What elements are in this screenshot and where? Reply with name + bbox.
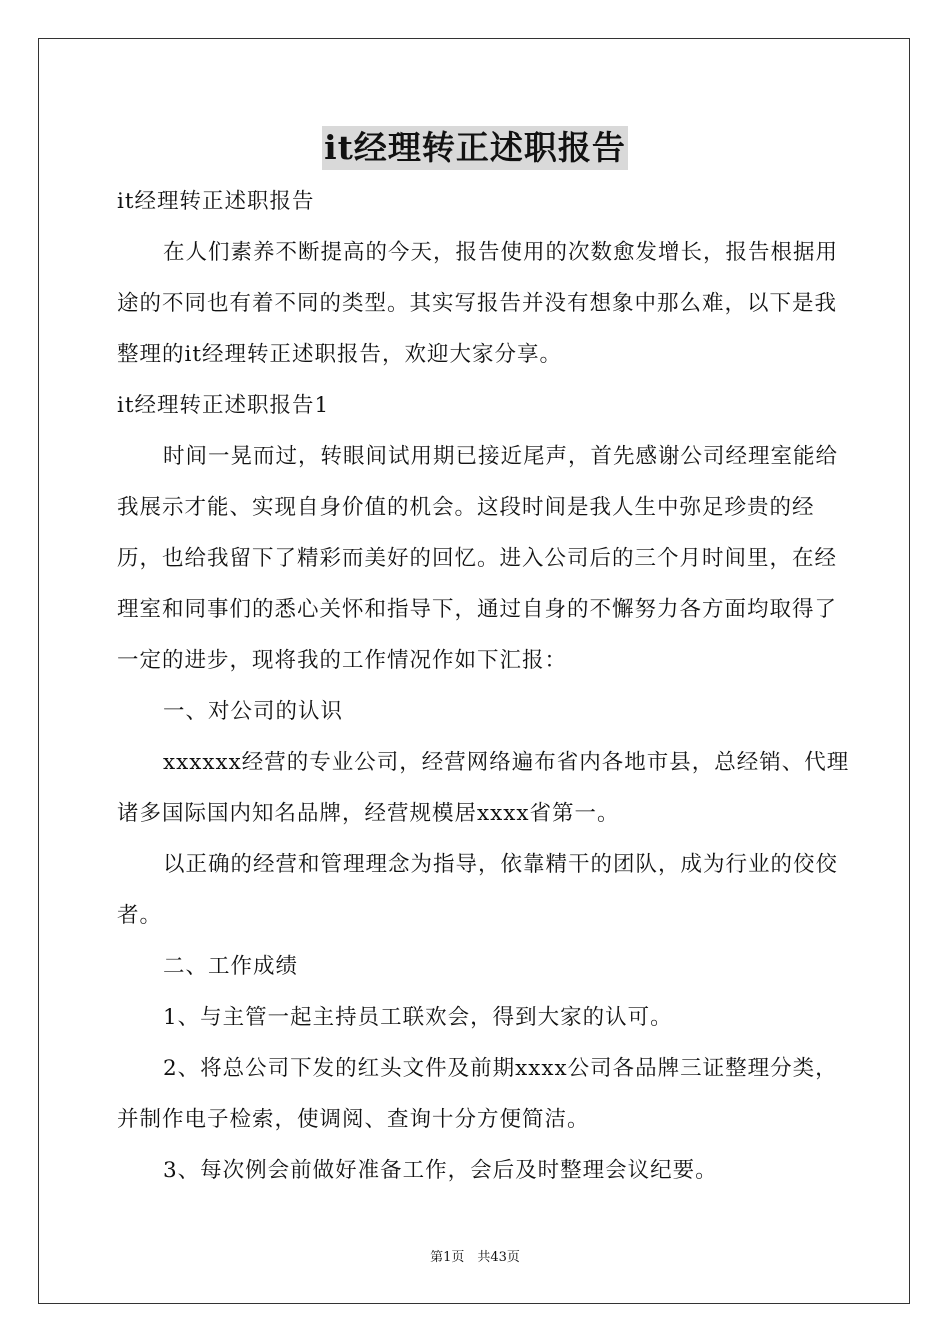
- list-item: 1、与主管一起主持员工联欢会，得到大家的认可。: [163, 1005, 673, 1030]
- document-title: it经理转正述职报告: [322, 126, 628, 170]
- body-paragraph: 时间一晃而过，转眼间试用期已接近尾声，首先感谢公司经理室能给我展示才能、实现自身价值的机会。这段时间是我人生中弥足珍贵的经历，也给我留下了精彩而美好的回忆。进入公司后的三个月时间里，在经理室和同事们的悉心关怀和指导下，通过自身的不懈努力各方面均取得了一定的进步，现将我的工作情况作如下汇报：: [117, 444, 839, 673]
- page-number: 第1页 共43页: [430, 1250, 520, 1265]
- section-heading: 一、对公司的认识: [163, 699, 344, 724]
- body-paragraph: xxxxxx经营的专业公司，经营网络遍布省内各地市县，总经销、代理诸多国际国内知名品牌，经营规模居xxxx省第一。: [117, 750, 850, 826]
- title-container: [0, 126, 950, 170]
- list-item: 3、每次例会前做好准备工作，会后及时整理会议纪要。: [163, 1158, 718, 1183]
- body-paragraph: 以正确的经营和管理理念为指导，依靠精干的团队，成为行业的佼佼者。: [117, 852, 839, 928]
- intro-paragraph: 在人们素养不断提高的今天，报告使用的次数愈发增长，报告根据用途的不同也有着不同的类型。其实写报告并没有想象中那么难，以下是我整理的it经理转正述职报告，欢迎大家分享。: [117, 240, 839, 367]
- page-footer: [0, 1246, 950, 1265]
- section-heading: 二、工作成绩: [163, 954, 299, 979]
- list-item: 2、将总公司下发的红头文件及前期xxxx公司各品牌三证整理分类，并制作电子检索，使调阅、查询十分方便简洁。: [117, 1056, 838, 1132]
- document-body: [117, 176, 857, 1196]
- section-heading-report-1: it经理转正述职报告1: [117, 393, 330, 418]
- subtitle-paragraph: it经理转正述职报告: [117, 189, 315, 214]
